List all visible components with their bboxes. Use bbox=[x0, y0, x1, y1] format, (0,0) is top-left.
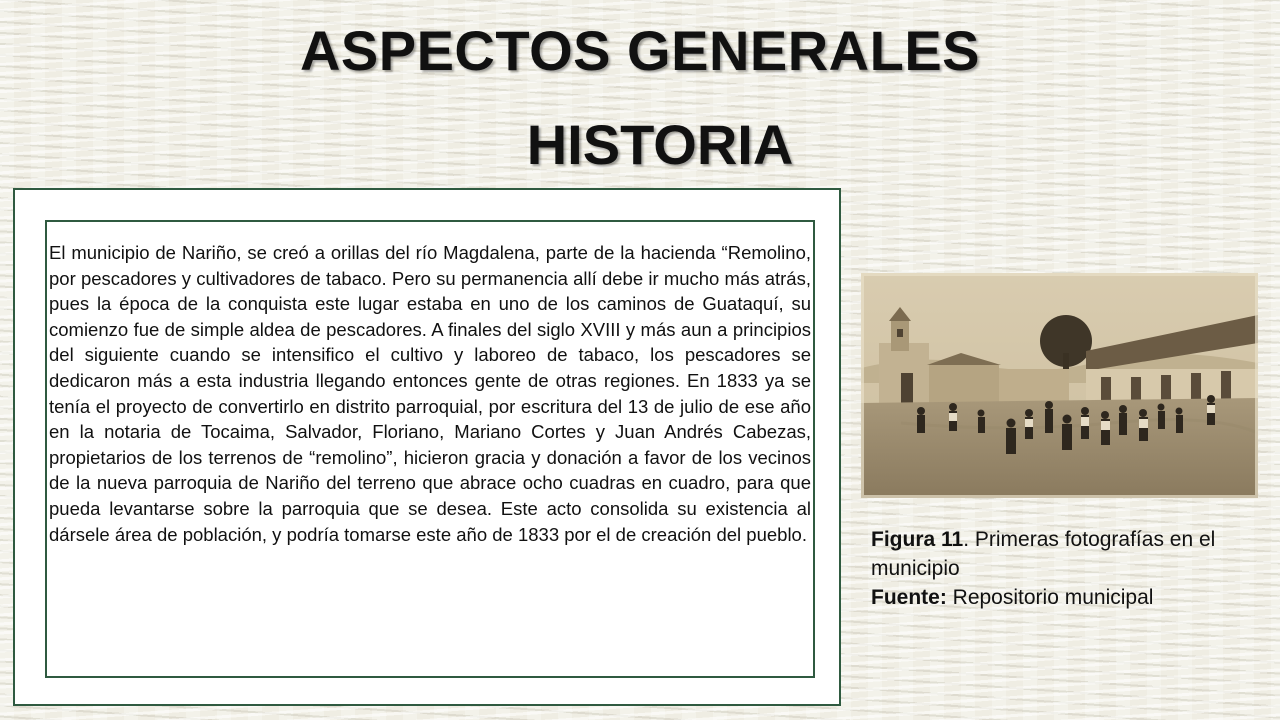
figure-caption bbox=[871, 525, 1271, 612]
figure-source-text: Repositorio municipal bbox=[946, 586, 1154, 609]
figure-label: Figura 11 bbox=[871, 528, 964, 551]
text-frame-outer bbox=[13, 188, 841, 706]
figure-caption-text: . Primeras fotografías en el municipio bbox=[871, 528, 1216, 580]
slide-title: ASPECTOS GENERALES bbox=[299, 19, 981, 82]
history-paragraph: El municipio de Nariño, se creó a orillas del río Magdalena, parte de la hacienda “Remolino, por pescadores y cultivadores de tabaco. Pero su permanencia allí debe ir mucho más atrás, pues la época de la conquista este lugar estaba en uno de los caminos de Guataquí, su comienzo fue de simple aldea de pescadores. A finales del siglo XVIII y más aun a principios del siguiente cuando se intensifico el cultivo y laboreo de tabaco, los pescadores se dedicaron más a esta industria llegando entonces gente de otras regiones. En 1833 ya se tenía el proyecto de convertirlo en distrito parroquial, por escritura del 13 de julio de ese año en la notaria de Tocaima, Salvador, Floriano, Mariano Cortes y Juan Andrés Cabezas, propietarios de los terrenos de “remolino”, hicieron gracia y donación a favor de los vecinos de la nueva parroquia de Nariño del terreno que abrace ocho cuadras en cuadro, para que pueda levantarse sobre la parroquia que se desea. Este acto consolida su existencia al dársele área de población, y podría tomarse este año de 1833 por el de creación del pueblo. bbox=[49, 242, 811, 545]
figure-caption-line bbox=[871, 525, 1271, 583]
historic-photo bbox=[861, 273, 1258, 498]
figure-source-line bbox=[871, 583, 1271, 612]
figure-source-label: Fuente: bbox=[871, 586, 947, 609]
slide-subtitle: HISTORIA bbox=[526, 113, 794, 176]
text-frame-inner bbox=[45, 220, 815, 678]
